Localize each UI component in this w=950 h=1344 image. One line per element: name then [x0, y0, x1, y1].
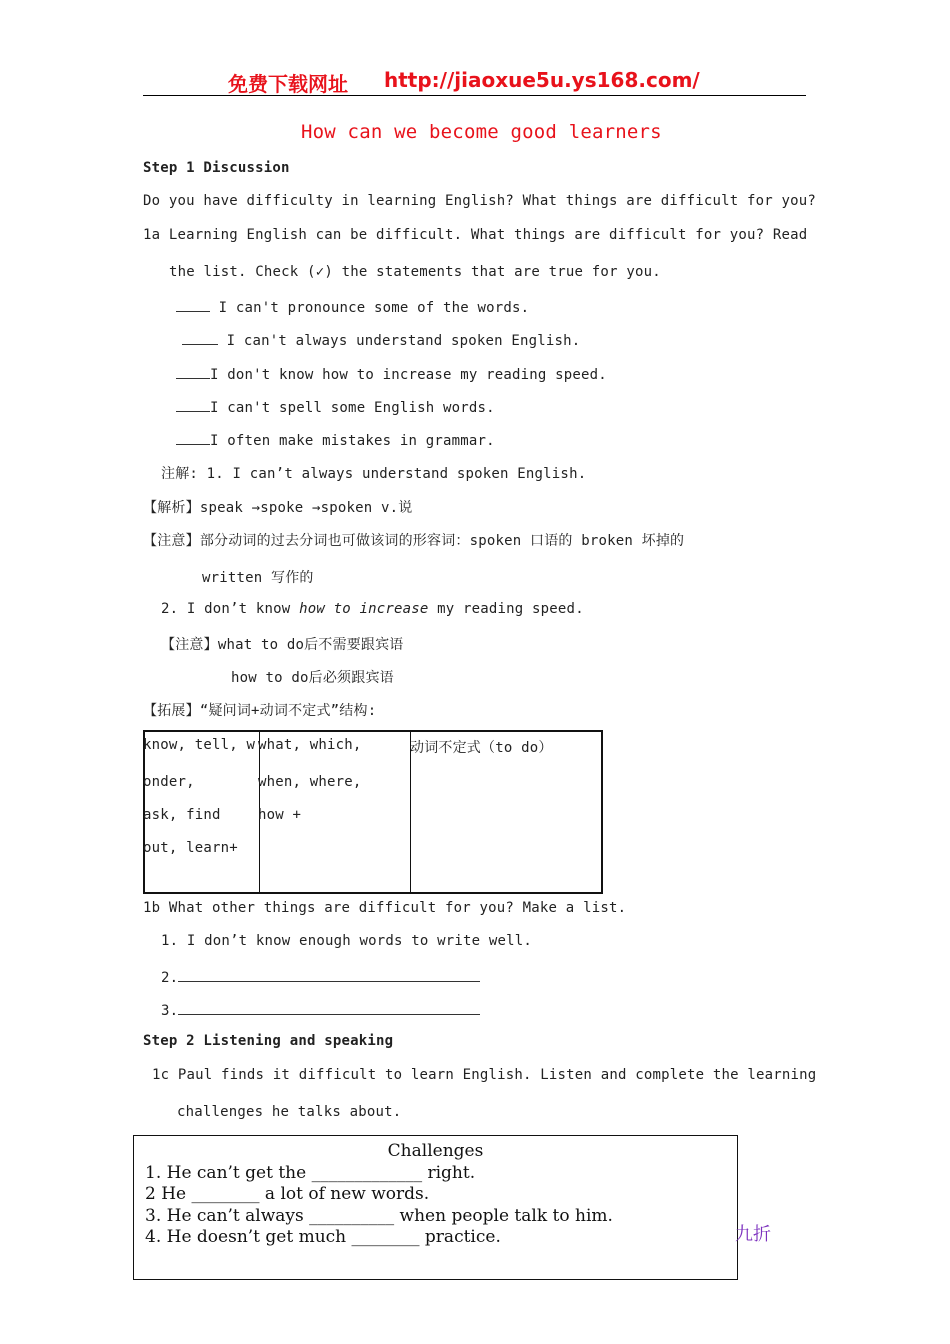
statement-row [176, 397, 495, 416]
statement-row [176, 430, 495, 449]
note-2-suffix: my reading speed. [428, 601, 584, 617]
list-1b-item [161, 1000, 480, 1019]
attention2-line2: how to do后必须跟宾语 [231, 670, 394, 686]
challenge-item: 2 He ________ a lot of new words. [145, 1184, 430, 1204]
statement-row [182, 330, 580, 349]
list-1b-blank[interactable] [178, 967, 480, 982]
note-2-italic: how to increase [299, 601, 429, 617]
note-2 [161, 601, 584, 617]
table-cell-col1: onder, [143, 774, 195, 790]
challenge-item: 3. He can’t always __________ when people talk to him. [145, 1206, 613, 1226]
analysis-text: speak →spoke →spoken v.说 [199, 500, 413, 516]
header-url-link[interactable]: http://jiaoxue5u.ys168.com/ [384, 68, 700, 92]
extend-tag: 【拓展】 [143, 703, 200, 719]
attention2-row [161, 634, 404, 654]
attention2-line1: what to do后不需要跟宾语 [217, 637, 404, 653]
attention-row [143, 530, 684, 550]
attention-tag: 【注意】 [143, 533, 200, 549]
challenge-item: 1. He can’t get the _____________ right. [145, 1163, 476, 1183]
check-blank[interactable] [176, 297, 210, 312]
list-1b-item: 1. I don’t know enough words to write well. [161, 933, 533, 949]
extend-row [143, 700, 376, 720]
statement-text: I can't pronounce some of the words. [218, 300, 530, 316]
table-cell-col2: what, which, [258, 737, 362, 753]
step2-heading: Step 2 Listening and speaking [143, 1033, 394, 1049]
header-divider [143, 95, 806, 96]
table-cell-col2: when, where, [258, 774, 362, 790]
challenges-box [133, 1135, 738, 1280]
table-cell-col1: ask, find [143, 807, 221, 823]
statement-text: I often make mistakes in grammar. [210, 433, 495, 449]
challenges-title: Challenges [387, 1141, 484, 1161]
extend-text: “疑问词+动词不定式”结构: [199, 703, 377, 719]
task-1a-line2: the list. Check (✓) the statements that are true for you. [169, 264, 661, 280]
task-1b: 1b What other things are difficult for you? Make a list. [143, 900, 627, 916]
step1-heading: Step 1 Discussion [143, 160, 290, 176]
table-cell-col3: 动词不定式（to do） [410, 740, 553, 756]
list-1b-number: 2. [161, 970, 179, 986]
promo-fragment: 九折 [735, 1224, 771, 1245]
challenge-item: 4. He doesn’t get much ________ practice. [145, 1227, 501, 1247]
table-cell-col1: out, learn+ [143, 840, 238, 856]
check-blank[interactable] [176, 397, 210, 412]
task-1c-line1: 1c Paul finds it difficult to learn English. Listen and complete the learning [152, 1067, 817, 1083]
statement-row [176, 297, 529, 316]
check-blank[interactable] [176, 430, 210, 445]
task-1c-line2: challenges he talks about. [177, 1104, 402, 1120]
attention-continuation: written 写作的 [202, 570, 314, 586]
statement-text: I can't spell some English words. [210, 400, 495, 416]
note-2-prefix: 2. I don’t know [161, 601, 300, 617]
attention2-tag: 【注意】 [161, 637, 218, 653]
note-1: 注解: 1. I can’t always understand spoken English. [161, 466, 587, 482]
statement-text: I don't know how to increase my reading speed. [210, 367, 607, 383]
header-site-label: 免费下载网址 [228, 72, 348, 96]
task-1a-line1: 1a Learning English can be difficult. What things are difficult for you? Read [143, 227, 808, 243]
check-blank[interactable] [176, 364, 210, 379]
statement-text: I can't always understand spoken English. [226, 333, 581, 349]
attention-text: 部分动词的过去分词也可做该词的形容词：spoken 口语的 broken 坏掉的 [199, 533, 685, 549]
page-title: How can we become good learners [301, 121, 662, 143]
list-1b-item [161, 967, 480, 986]
list-1b-blank[interactable] [178, 1000, 480, 1015]
step1-question: Do you have difficulty in learning English? What things are difficult for you? [143, 193, 817, 209]
analysis-tag: 【解析】 [143, 500, 200, 516]
check-blank[interactable] [182, 330, 218, 345]
analysis-row [143, 497, 412, 517]
statement-row [176, 364, 607, 383]
table-cell-col1: know, tell, w [143, 737, 256, 753]
list-1b-number: 3. [161, 1003, 179, 1019]
table-cell-col2: how + [258, 807, 302, 823]
